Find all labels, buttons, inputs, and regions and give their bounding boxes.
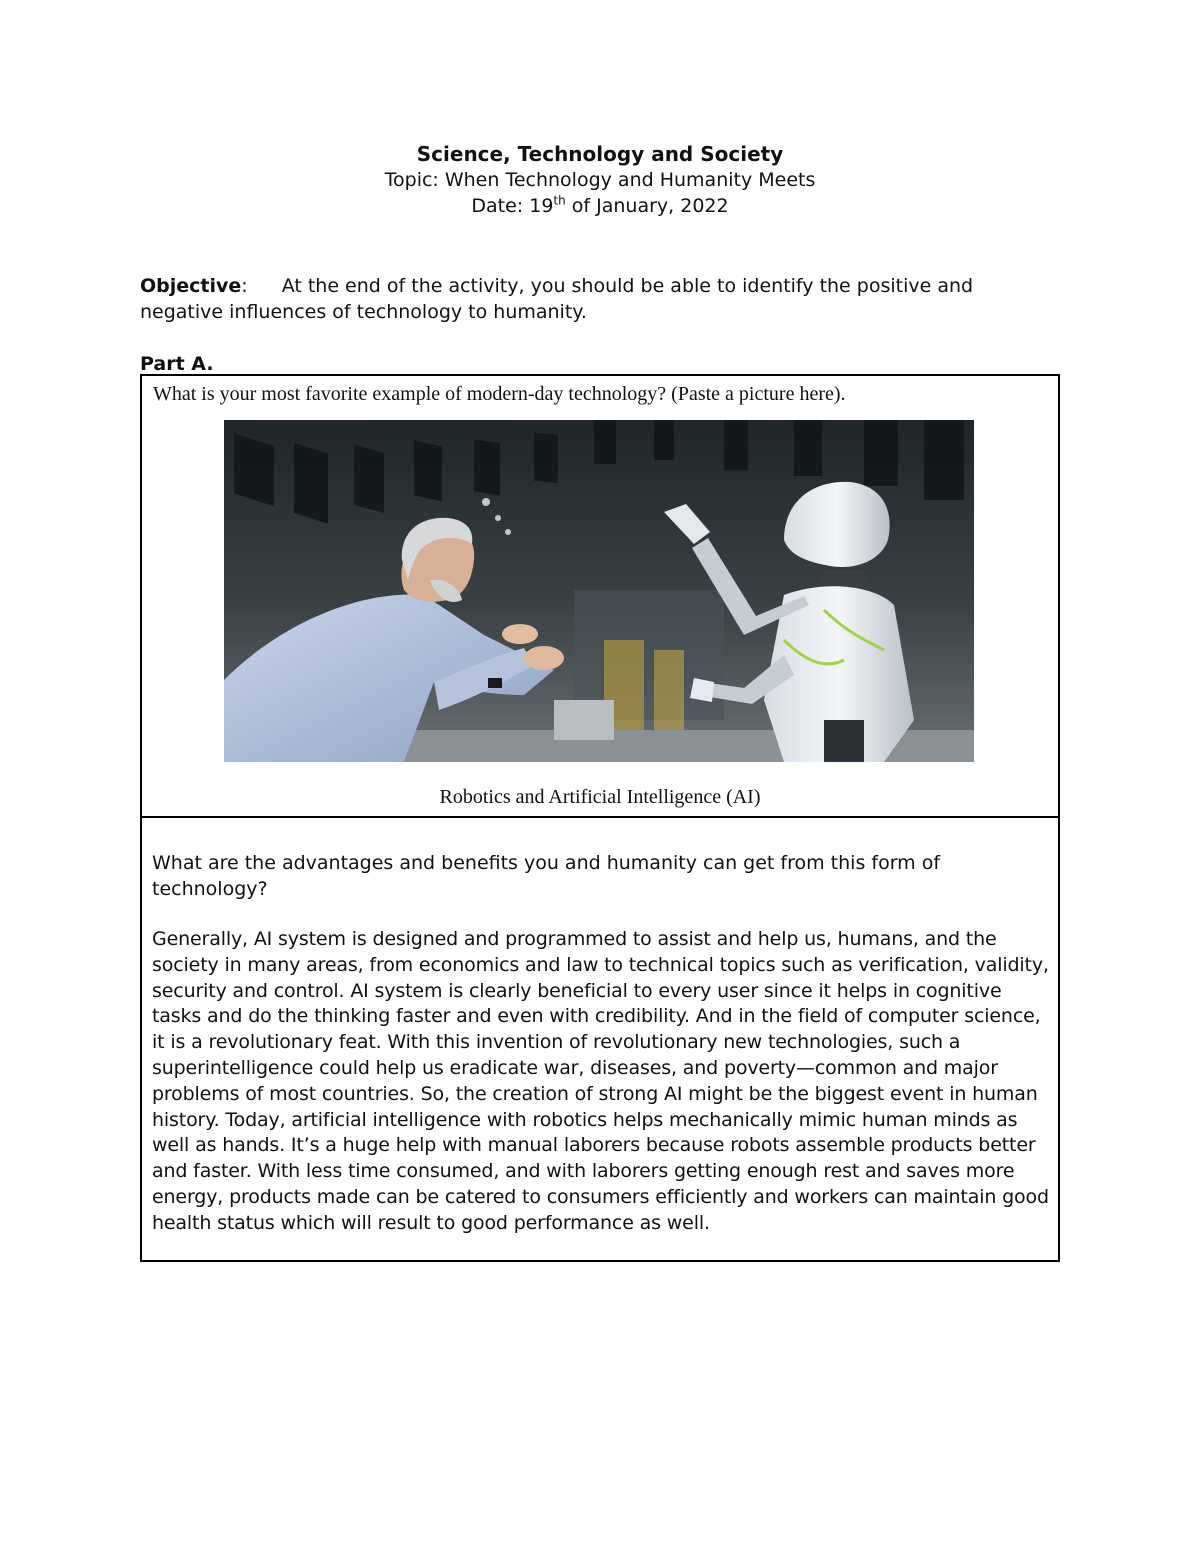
objective-label: Objective [140, 275, 242, 297]
advantages-box [140, 816, 1060, 1262]
advantages-answer: Generally, AI system is designed and programmed to assist and help us, humans, and the society in many areas, from economics and law to technical topics such as verification, validity, security and control. AI system is clearly beneficial to every user since it helps in cognitive tasks and do the thinking faster and even with credibility. And in the field of computer science, it is a revolutionary feat. With this invention of revolutionary new technologies, such a superintelligence could help us eradicate war, diseases, and poverty—common and major problems of most countries. So, the creation of strong AI might be the biggest event in human history. Today, artificial intelligence with robotics helps mechanically mimic human minds as well as hands. It’s a huge help with manual laborers because robots assemble products better and faster. With less time consumed, and with laborers getting enough rest and saves more energy, products made can be catered to consumers efficiently and workers can maintain good health status which will result to good performance as well. [152, 928, 1049, 1234]
objective-text: At the end of the activity, you should be able to identify the positive and negative influences of technology to humanity. [140, 275, 974, 323]
robot-and-man-photo [224, 420, 974, 762]
favorite-technology-box [140, 374, 1060, 818]
date-prefix: Date: 19 [471, 195, 554, 217]
photo-caption: Robotics and Artificial Intelligence (AI) [439, 786, 761, 808]
advantages-question: What are the advantages and benefits you and humanity can get from this form of technology? [152, 852, 941, 900]
part-a-label: Part A. [140, 353, 214, 375]
objective-colon: : [241, 275, 248, 297]
document-title: Science, Technology and Society [416, 142, 784, 166]
date-line [0, 193, 1200, 219]
topic-line: Topic: When Technology and Humanity Meets [384, 169, 816, 191]
date-suffix: of January, 2022 [565, 195, 729, 217]
document-header [0, 141, 1200, 219]
date-ordinal: th [553, 193, 566, 208]
favorite-technology-question: What is your most favorite example of modern-day technology? (Paste a picture here). [153, 383, 846, 405]
objective-paragraph [140, 273, 1060, 325]
